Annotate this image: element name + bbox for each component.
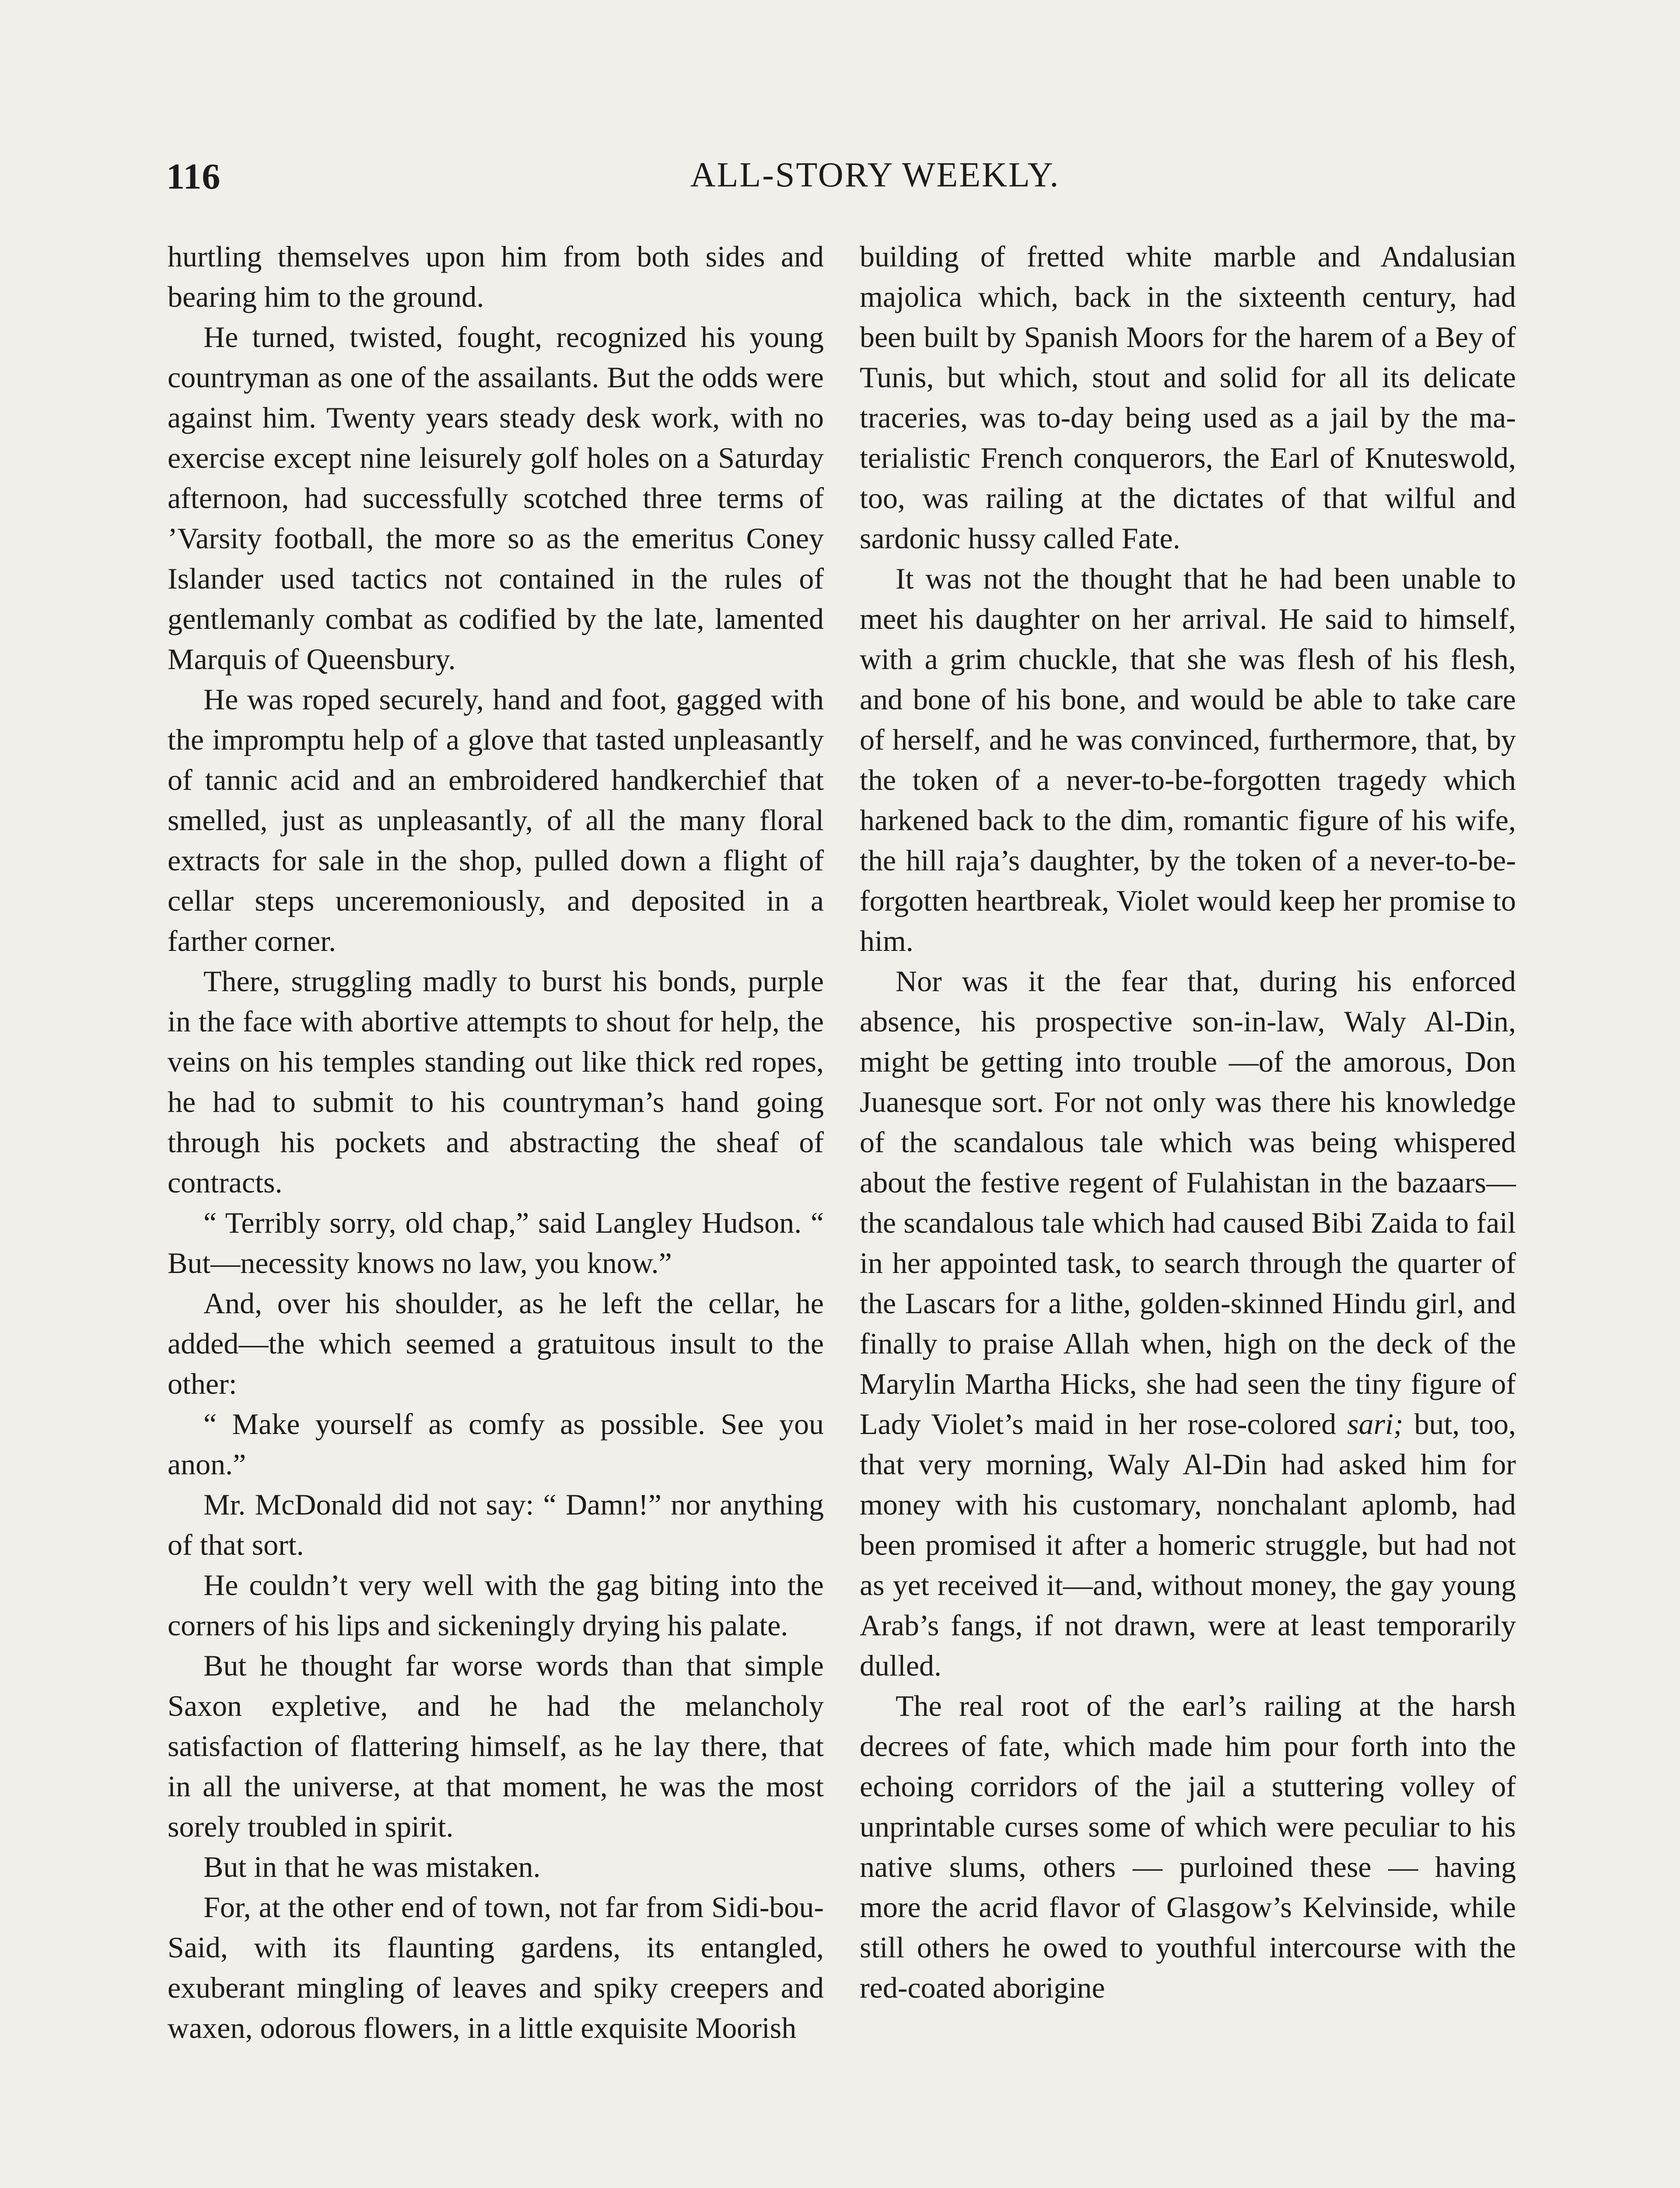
paragraph: There, struggling madly to burst his bonds, purple in the face with abortive attempts to shout for help, the veins on his temples standing out like thick red ropes, he had to submit to his countryman’s hand going through his pockets and abstracting the sheaf of contracts.: [168, 964, 824, 1199]
paragraph-text: Nor was it the fear that, during his enforced absence, his prospective son-in-law, Waly Al-Din, might be getting into trouble —of the amorous, Don Juanesque sort. For not only was there his knowledge of the scandalous tale which was being whispered about the festive regent of Fulahistan in the bazaars—the scandalous tale which had caused Bibi Zaida to fail in her appointed task, to search through the quarter of the Lascars for a lithe, golden-skinned Hindu girl, and finally to praise Allah when, high on the deck of the Marylin Martha Hicks, she had seen the tiny figure of Lady Violet’s maid in her rose-colored: [860, 964, 1516, 1441]
paragraph: But he thought far worse words than that simple Saxon expletive, and he had the melancholy satisfaction of flattering himself, as he lay there, that in all the universe, at that moment, he was the most sorely troubled in spirit.: [168, 1649, 824, 1843]
paragraph: Mr. McDonald did not say: “ Damn!” nor anything of that sort.: [168, 1488, 824, 1561]
page-header: [166, 155, 1522, 208]
paragraph: “ Make yourself as comfy as possible. See you anon.”: [168, 1407, 824, 1481]
left-column: [168, 236, 824, 2048]
page-number: 116: [166, 156, 221, 197]
paragraph: building of fretted white marble and Andalusian majolica which, back in the sixteenth century, had been built by Spanish Moors for the harem of a Bey of Tunis, but which, stout and solid for all its delicate traceries, was to-day being used as a jail by the materialistic French conquerors, the Earl of Knuteswold, too, was railing at the dictates of that wilful and sardonic hussy called Fate.: [860, 240, 1516, 555]
paragraph-text: but, too, that very morning, Waly Al-Din had asked him for money with his customary, nonchalant aplomb, had been promised it after a homeric struggle, but had not as yet received it—and, without money, the gay young Arab’s fangs, if not drawn, were at least temporarily dulled.: [860, 1407, 1516, 1682]
paragraph: He couldn’t very well with the gag biting into the corners of his lips and sickeningly drying his palate.: [168, 1568, 824, 1642]
paragraph: “ Terribly sorry, old chap,” said Langley Hudson. “ But—necessity knows no law, you know.”: [168, 1206, 824, 1280]
right-column: [860, 236, 1516, 2008]
paragraph: hurtling themselves upon him from both sides and bearing him to the ground.: [168, 240, 824, 313]
paragraph: He was roped securely, hand and foot, gagged with the impromptu help of a glove that tasted unpleasantly of tannic acid and an embroidered handkerchief that smelled, just as unpleasantly, of all the many floral extracts for sale in the shop, pulled down a flight of cellar steps unceremoniously, and deposited in a farther corner.: [168, 683, 824, 957]
italic-word: sari;: [1347, 1407, 1404, 1441]
running-head: ALL-STORY WEEKLY.: [690, 156, 1060, 194]
paragraph: He turned, twisted, fought, recognized his young countryman as one of the assailants. But the odds were against him. Twenty years steady desk work, with no exercise except nine leisurely golf holes on a Saturday afternoon, had successfully scotched three terms of ’Varsity football, the more so as the emeritus Coney Islander used tactics not contained in the rules of gentlemanly combat as codified by the late, lamented Marquis of Queensbury.: [168, 320, 824, 676]
paragraph: For, at the other end of town, not far from Sidi-bou-Said, with its flaunting gardens, its entangled, exuberant mingling of leaves and spiky creepers and waxen, odorous flowers, in a little exquisite Moorish: [168, 1890, 824, 2044]
paragraph: But in that he was mistaken.: [203, 1850, 541, 1883]
paragraph: It was not the thought that he had been unable to meet his daughter on her arrival. He said to himself, with a grim chuckle, that she was flesh of his flesh, and bone of his bone, and would be able to take care of herself, and he was convinced, furthermore, that, by the token of a never-to-be-forgotten tragedy which harkened back to the dim, romantic figure of his wife, the hill raja’s daughter, by the token of a never-to-be-forgotten heartbreak, Violet would keep her promise to him.: [860, 562, 1516, 957]
paragraph: [860, 961, 1516, 1686]
paragraph: The real root of the earl’s railing at the harsh decrees of fate, which made him pour forth into the echoing corridors of the jail a stuttering volley of unprintable curses some of which were peculiar to his native slums, others — purloined these — having more the acrid flavor of Glasgow’s Kelvinside, while still others he owed to youthful intercourse with the red-coated aborigine: [860, 1689, 1516, 2004]
paragraph: And, over his shoulder, as he left the cellar, he added—the which seemed a gratuitous insult to the other:: [168, 1287, 824, 1400]
